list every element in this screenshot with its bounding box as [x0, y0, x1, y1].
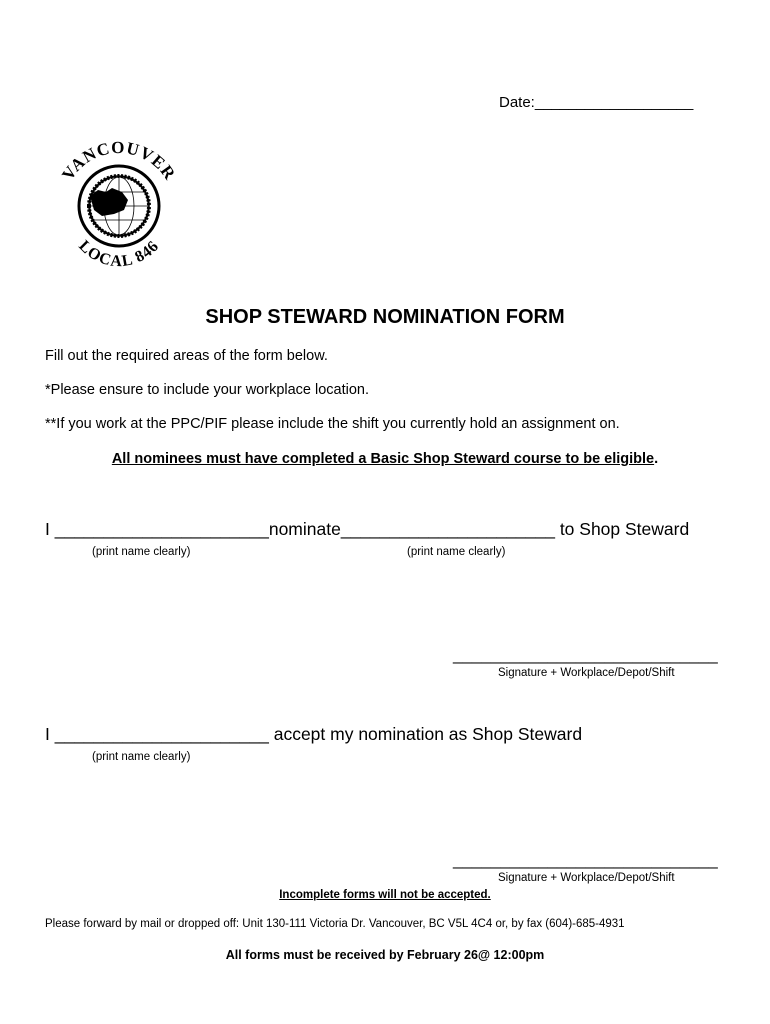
- signature-caption-nominator: Signature + Workplace/Depot/Shift: [498, 667, 675, 679]
- date-field-label: Date:___________________: [499, 94, 694, 111]
- instruction-3: **If you work at the PPC/PIF please include the shift you currently hold an assignment on.: [45, 416, 620, 432]
- union-local-logo: [52, 130, 186, 278]
- print-name-hint-nominator: (print name clearly): [92, 546, 191, 558]
- signature-line-nominee[interactable]: ____________________________: [453, 850, 718, 869]
- submission-deadline: All forms must be received by February 26@ 12:00pm: [225, 948, 545, 962]
- svg-text:VANCOUVER: VANCOUVER: [58, 137, 180, 184]
- signature-line-nominator[interactable]: ____________________________: [453, 645, 718, 664]
- print-name-hint-nominee: (print name clearly): [407, 546, 506, 558]
- nomination-line[interactable]: I ______________________nominate______________________ to Shop Steward: [45, 519, 690, 539]
- eligibility-period: .: [654, 451, 659, 467]
- eligibility-notice: [0, 451, 770, 467]
- signature-caption-nominee: Signature + Workplace/Depot/Shift: [498, 872, 675, 884]
- form-title: SHOP STEWARD NOMINATION FORM: [205, 306, 565, 328]
- print-name-hint-nominee-accept: (print name clearly): [92, 751, 191, 763]
- acceptance-line[interactable]: I ______________________ accept my nomination as Shop Steward: [45, 724, 583, 744]
- eligibility-text: All nominees must have completed a Basic Shop Steward course to be eligible: [111, 451, 655, 467]
- svg-text:LOCAL 846: LOCAL 846: [75, 237, 163, 271]
- incomplete-forms-notice: Incomplete forms will not be accepted.: [279, 889, 491, 901]
- instruction-2: *Please ensure to include your workplace location.: [45, 382, 370, 398]
- forwarding-address: Please forward by mail or dropped off: Unit 130-111 Victoria Dr. Vancouver, BC V5L 4C4 or, by fax (604)-685-4931: [45, 918, 625, 930]
- instruction-1: Fill out the required areas of the form below.: [45, 348, 328, 364]
